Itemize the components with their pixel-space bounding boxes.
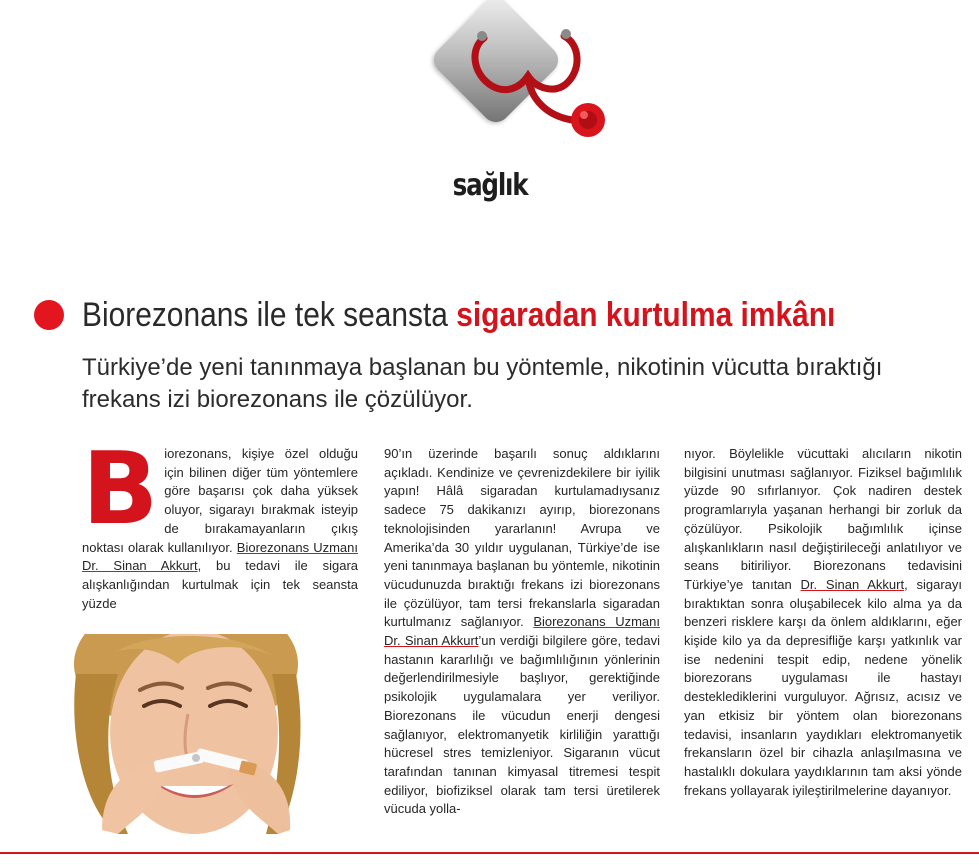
section-title: sağlık bbox=[452, 168, 528, 203]
headline-part-1: Biorezonans ile tek seansta bbox=[82, 296, 457, 334]
expert-name-link-2: Biorezonans Uzmanı Dr. Sinan Akkurt bbox=[384, 614, 660, 649]
expert-name-link-1: Biorezonans Uzmanı Dr. Sinan Akkurt bbox=[82, 539, 358, 574]
article-headline bbox=[30, 292, 970, 338]
headline-text bbox=[82, 292, 835, 338]
bottom-divider bbox=[0, 852, 979, 854]
article-column-3 bbox=[684, 445, 962, 800]
bullet-dot-icon bbox=[34, 300, 64, 330]
col3-text-b: , sigarayı bıraktıktan sonra oluşabilecek kilo alma ya da benzeri risklere karşı da önlem aldıklarını, eğer kişide kilo ya da depresifliğe karşı yatkınlık var ise nedenini tespit edip, nedene yönelik biorezorans uygulaması ile hastayı desteklediklerini vurguluyor. Ağrısız, acısız ve yan etkisiz bir yöntem olan biorezonans tedavisi, insanların yaydıkları elektromanyetik frekansların özel bir cihazla anlaşılmasına ve hastalıklı dokulara yaydıklarının tam aksi yönde frekans yollayarak iyileştirilmelerine dayanıyor. bbox=[684, 576, 962, 798]
col2-text-a: 90’ın üzerinde başarılı sonuç aldıklarını açıkladı. Kendinize ve çevrenizdekilere bir iyilik yapın! Hâlâ sigaradan kurtulamadıysanız sadece 75 dakikanızı ayırıp, biorezonans teknolojisinden yararlanın! Avrupa ve Amerika’da 30 yıldır uygulanan, Türkiye’de ise yeni tanınmaya başlanan bu yöntemle, nikotinin vücudunuzda bıraktığı frekans izi biorezonans ile çözülüyor, tam tersi frekanslarla sigaradan kurtulmanız sağlanıyor. bbox=[384, 446, 660, 630]
col1-text-a: iorezonans, kişiye özel olduğu için bilinen diğer tüm yöntemlere göre başarısı çok daha yüksek oluyor, sigarayı bırakmak isteyip de bırakamayanların çıkış noktası olarak kullanılıyor. bbox=[82, 446, 358, 555]
col2-text-b: ’un verdiği bilgilere göre, tedavi hastanın kararlılığı ve bağımlılığının yönlerinin değerlendirilmesiyle başlıyor, gerektiğinde psikolojik uygulamalara yer veriliyor. Biorezonans ile vücudun enerji dengesi sağlanıyor, elektromanyetik kirliliğin yarattığı hücresel stres temizleniyor. Sigaranın vücut tarafından tanınan kimyasal titremesi tespit ediliyor, biofiziksel olarak tam tersi üretilerek vücuda yolla- bbox=[384, 633, 660, 817]
article-column-1 bbox=[82, 430, 359, 613]
col1-text-b: , bu tedavi ile sigara alışkanlığından kurtulmak için tek seansta yüzde bbox=[82, 558, 359, 611]
woman-breaking-cigarette-photo bbox=[58, 634, 358, 834]
expert-name-link-3: Dr. Sinan Akkurt bbox=[800, 576, 905, 592]
stethoscope-icon bbox=[448, 4, 618, 144]
col3-text-a: nıyor. Böylelikle vücuttaki alıcıların nikotin bilgisini unutması sağlanıyor. Fiziksel bağımlılık yüzde 90 sıfırlanıyor. Çok nadiren destek programlarıyla yaşanan herhangi bir zorluk da çözülüyor. Psikolojik bağımlılık içinse alışkanlıkların nasıl değiştirileceği anlatılıyor ve seans bitiriliyor. Biorezonans tedavisini Türkiye’ye tanıtan bbox=[684, 446, 962, 592]
headline-part-2: sigaradan kurtulma imkânı bbox=[456, 296, 836, 334]
article-lead: Türkiye’de yeni tanınmaya başlanan bu yöntemle, nikotinin vücutta bıraktığı frekans izi biorezonans ile çözülüyor. bbox=[82, 354, 883, 413]
drop-cap: B bbox=[82, 430, 159, 547]
article-column-2 bbox=[384, 445, 660, 819]
